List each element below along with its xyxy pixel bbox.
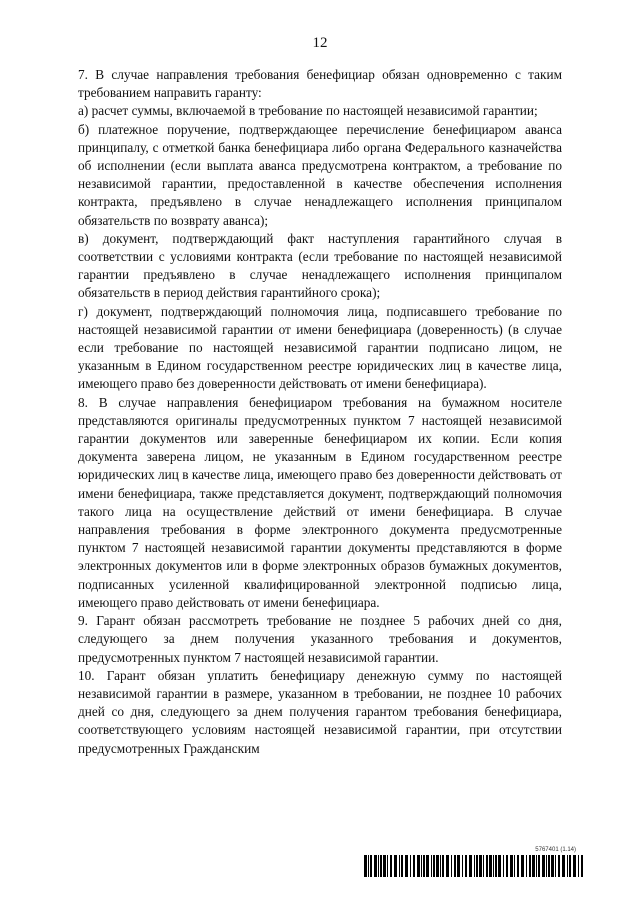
document-stamp: 5767401 (1.14) xyxy=(535,847,576,853)
paragraph-9: 9. Гарант обязан рассмотреть требование не позднее 5 рабочих дней со дня, следующего за днем получения указанного требования и документов, предусмотренных пунктом 7 настоящей независимой гарантии. xyxy=(78,613,562,665)
page-number: 12 xyxy=(312,35,328,51)
paragraph-10: 10. Гарант обязан уплатить бенефициару денежную сумму по настоящей независимой гарантии в размере, указанном в требовании, не позднее 10 рабочих дней со дня, следующего за днем получения гарантом требования бенефициара, соответствующего условиям настоящей независимой гарантии, при отсутствии предусмотренных Гражданским xyxy=(78,667,562,756)
paragraph-8: 8. В случае направления бенефициаром требования на бумажном носителе представляются оригиналы предусмотренных пунктом 7 настоящей независимой гарантии документов или заверенные бенефициаром их копии. Если копия документа заверена лицом, не указанным в Едином государственном реестре юридических лиц в качестве лица, имеющего право без доверенности действовать от имени бенефициара, также представляется документ, подтверждающий полномочия такого лица на осуществление действий от имени бенефициара. В случае направления требования в форме электронного документа предусмотренные пунктом 7 настоящей независимой гарантии документы представляются в форме электронных документов или в форме электронных образов бумажных документов, подписанных усиленной квалифицированной электронной подписью лица, имеющего право действовать от имени бенефициара. xyxy=(78,394,562,610)
paragraph-7a: а) расчет суммы, включаемой в требование по настоящей независимой гарантии; xyxy=(78,103,538,119)
paragraph-7c: в) документ, подтверждающий факт наступления гарантийного случая в соответствии с условиями контракта (если требование по настоящей независимой гарантии предъявлено в случае ненадлежащего исполнения принципалом обязательств в период действия гарантийного срока); xyxy=(78,230,562,301)
document-body xyxy=(78,66,562,758)
paragraph-7d: г) документ, подтверждающий полномочия лица, подписавшего требование по настоящей независимой гарантии от имени бенефициара (доверенность) (в случае если требование по настоящей независимой гарантии подписано лицом, не указанным в Едином государственном реестре юридических лиц в качестве лица, имеющего право без доверенности действовать от имени бенефициара). xyxy=(78,303,562,392)
paragraph-7b: б) платежное поручение, подтверждающее перечисление бенефициаром аванса принципалу, с отметкой банка бенефициара либо органа Федерального казначейства об исполнении (если выплата аванса предусмотрена контрактом, а требование по независимой гарантии, предоставленной в качестве обеспечения исполнения контракта, предъявлено в случае ненадлежащего исполнения принципалом обязательств по возврату аванса); xyxy=(78,121,562,228)
paragraph-7: 7. В случае направления требования бенефициар обязан одновременно с таким требованием направить гаранту: xyxy=(78,67,562,101)
barcode-icon xyxy=(364,855,584,877)
